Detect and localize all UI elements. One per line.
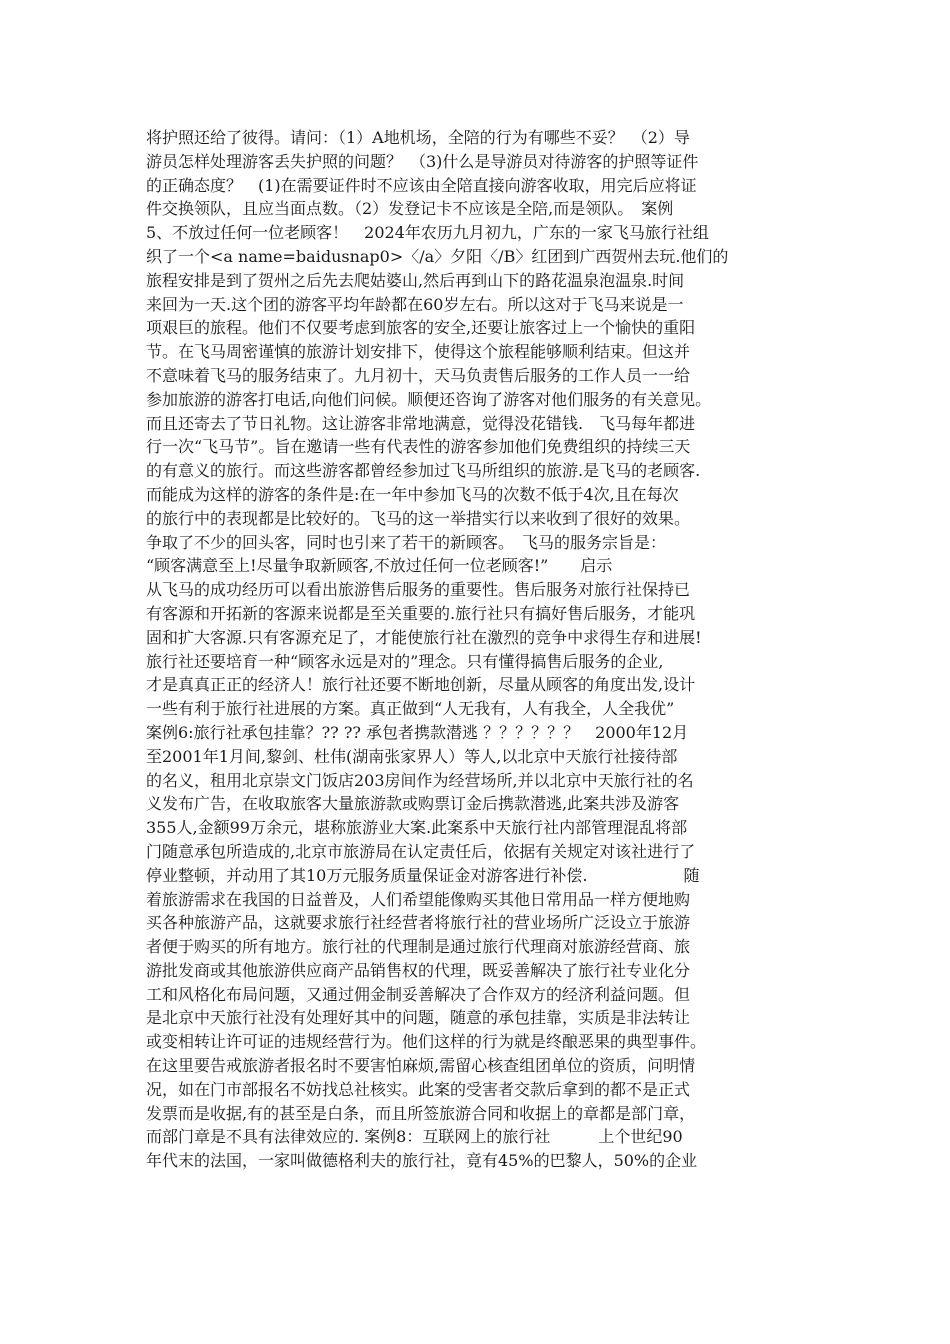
text-line: 或变相转让许可证的违规经营行为。他们这样的行为就是终酿恶果的典型事件。 (146, 1032, 707, 1052)
text-line: 节。在飞马周密谨慎的旅游计划安排下，使得这个旅程能够顺利结束。但这并 (146, 342, 691, 362)
text-line: 旅行社还要培育一种“顾客永远是对的”理念。只有懂得搞售后服务的企业, (146, 651, 664, 671)
text-line: 355人,金额99万余元，堪称旅游业大案.此案系中天旅行社内部管理混乱将部 (146, 818, 688, 838)
text-line: 况，如在门市部报名不妨找总社核实。此案的受害者交款后拿到的都不是正式 (146, 1079, 691, 1099)
text-line: 行一次“飞马节”。旨在邀请一些有代表性的游客参加他们免费组织的持续三天 (146, 437, 691, 457)
text-line: 停业整顿，并动用了其10万元服务质量保证金对游客进行补偿. 随 (146, 865, 700, 885)
text-line: 才是真真正正的经济人！旅行社还要不断地创新，尽量从顾客的角度出发,设计 (146, 675, 696, 695)
text-line: 项艰巨的旅程。他们不仅要考虑到旅客的安全,还要让旅客过上一个愉快的重阳 (146, 318, 696, 338)
text-line: 参加旅游的游客打电话,向他们问候。顺便还咨询了游客对他们服务的有关意见。 (146, 389, 712, 409)
text-line: 件交换领队，且应当面点数。（2）发登记卡不应该是全陪,而是领队。 案例 (146, 199, 674, 219)
text-line: 义发布广告，在收取旅客大量旅游款或购票订金后携款潜逃,此案共涉及游客 (146, 794, 680, 814)
text-line: 游员怎样处理游客丢失护照的问题？ （3)什么是导游员对待游客的护照等证件 (146, 151, 699, 171)
text-line: 的旅行中的表现都是比较好的。飞马的这一举措实行以来收到了很好的效果。 (146, 508, 691, 528)
text-line: 至2001年1月间,黎剑、杜伟(湖南张家界人）等人,以北京中天旅行社接待部 (146, 746, 678, 766)
text-line: 5、不放过任何一位老顾客！ 2024年农历九月初九，广东的一家飞马旅行社组 (146, 223, 709, 243)
text-line: 将护照还给了彼得。请问：（1）A地机场，全陪的行为有哪些不妥？ （2）导 (146, 128, 690, 147)
text-line: 者便于购买的所有地方。旅行社的代理制是通过旅行代理商对旅游经营商、旅 (146, 937, 691, 957)
text-line: 发票而是收据,有的甚至是白条，而且所签旅游合同和收据上的章都是部门章， (146, 1103, 696, 1123)
text-line: 争取了不少的回头客，同时也引来了若干的新顾客。 飞马的服务宗旨是： (146, 532, 667, 552)
text-line: 的有意义的旅行。而这些游客都曾经参加过飞马所组织的旅游.是飞马的老顾客. (146, 461, 701, 481)
text-line: 年代末的法国，一家叫做德格利夫的旅行社，竟有45%的巴黎人，50%的企业 (146, 1151, 698, 1171)
text-line: 是北京中天旅行社没有处理好其中的问题，随意的承包挂靠，实质是非法转让 (146, 1008, 691, 1028)
text-line: 游批发商或其他旅游供应商产品销售权的代理，既妥善解决了旅行社专业化分 (146, 960, 691, 980)
text-line: 而且还寄去了节日礼物。这让游客非常地满意，觉得没花错钱. 飞马每年都进 (146, 413, 696, 433)
text-line: 固和扩大客源.只有客源充足了，才能使旅行社在激烈的竞争中求得生存和进展! (146, 627, 702, 647)
text-line: 织了一个<a name=baidusnap0>〈/a〉夕阳〈/B〉红团到广西贺州去玩.他们的 (146, 246, 729, 266)
text-line: 买各种旅游产品，这就要求旅行社经营者将旅行社的营业场所广泛设立于旅游 (146, 913, 691, 933)
text-line: 不意味着飞马的服务结束了。九月初十，天马负责售后服务的工作人员一一给 (146, 365, 691, 385)
text-line: 门随意承包所造成的,北京市旅游局在认定责任后，依据有关规定对该社进行了 (146, 841, 696, 861)
text-line: 的名义，租用北京崇文门饭店203房间作为经营场所,并以北京中天旅行社的名 (146, 770, 694, 790)
text-line: 工和风格化布局问题，又通过佣金制妥善解决了合作双方的经济利益问题。但 (146, 984, 691, 1004)
text-line: 旅程安排是到了贺州之后先去爬姑婆山,然后再到山下的路花温泉泡温泉.时间 (146, 270, 685, 290)
text-line: 的正确态度？ (1)在需要证件时不应该由全陪直接向游客收取，用完后应将证 (146, 175, 697, 195)
document-body (146, 126, 826, 1173)
text-line: 一些有利于旅行社进展的方案。真正做到“人无我有，人有我全，人全我优” (146, 699, 675, 719)
text-line: 来回为一天.这个团的游客平均年龄都在60岁左右。所以这对于飞马来说是一 (146, 294, 684, 314)
text-line: 而能成为这样的游客的条件是:在一年中参加飞马的次数不低于4次,且在每次 (146, 484, 679, 504)
text-line: 而部门章是不具有法律效应的. 案例8：互联网上的旅行社 上个世纪90 (146, 1127, 683, 1147)
text-line: 案例6:旅行社承包挂靠？?? ?? 承包者携款潜逃 ？？？？？？ 2000年12月 (146, 722, 689, 742)
text-line: 有客源和开拓新的客源来说都是至关重要的.旅行社只有搞好售后服务，才能巩 (146, 603, 696, 623)
text-line: 从飞马的成功经历可以看出旅游售后服务的重要性。售后服务对旅行社保持已 (146, 580, 691, 600)
text-line: 着旅游需求在我国的日益普及，人们希望能像购买其他日常用品一样方便地购 (146, 889, 691, 909)
text-line: “顾客满意至上!尽量争取新顾客,不放过任何一位老顾客!” 启示 (146, 556, 613, 576)
text-line: 在这里要告戒旅游者报名时不要害怕麻烦,需留心核查组团单位的资质，问明情 (146, 1056, 696, 1076)
